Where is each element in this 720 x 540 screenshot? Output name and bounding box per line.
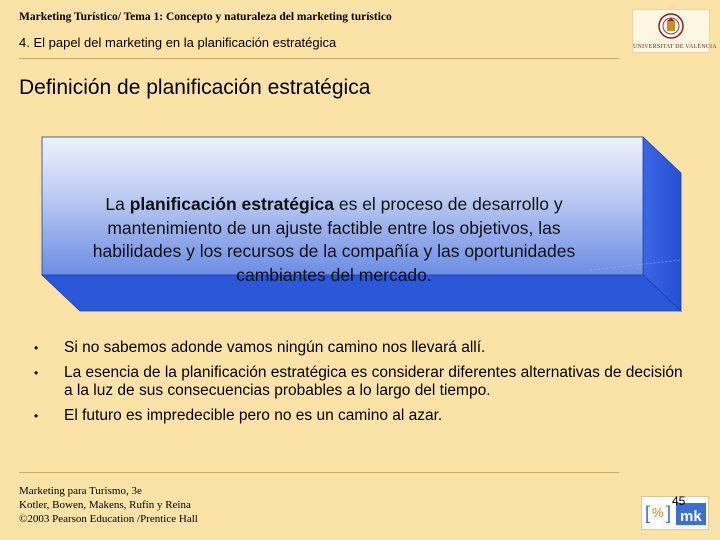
- list-item: [30, 407, 690, 426]
- header-subtitle: 4. El papel del marketing en la planificación estratégica: [19, 35, 337, 50]
- publisher-logo-text: mk: [680, 508, 702, 525]
- footer-book: Marketing para Turismo, 3e: [19, 485, 142, 497]
- header-title: Marketing Turístico/ Tema 1: Concepto y naturaleza del marketing turístico: [19, 11, 392, 23]
- bullet-list: [30, 339, 690, 431]
- slide-title: Definición de planificación estratégica: [19, 76, 371, 99]
- definition-term: planificación estratégica: [129, 194, 334, 214]
- svg-text:]: ]: [666, 503, 672, 523]
- definition-text-rest: es el proceso de desarrollo y mantenimiento de un ajuste factible entre los objetivos, las habilidades y los recursos de la compañía y las oportunidades cambiantes del mercado.: [92, 194, 576, 285]
- definition-text: [82, 193, 586, 287]
- bullet-text: Si no sabemos adonde vamos ningún camino nos llevará allí.: [64, 339, 486, 356]
- bullet-text: El futuro es impredecible pero no es un camino al azar.: [64, 406, 443, 424]
- page-number: 45: [672, 494, 686, 508]
- list-item: [30, 364, 690, 401]
- bullet-icon: •: [34, 341, 39, 355]
- svg-text:%: %: [652, 505, 664, 520]
- footer-authors: Kotler, Bowen, Makens, Rufín y Reina: [19, 499, 191, 511]
- bullet-text: La esencia de la planificación estratégica es considerar diferentes alternativas de decisión a la luz de sus consecuencias probables a lo largo del tiempo.: [64, 363, 683, 399]
- footer-divider: [19, 472, 619, 473]
- footer-credits: [19, 484, 198, 526]
- bullet-icon: •: [34, 408, 39, 423]
- svg-text:[: [: [645, 503, 651, 523]
- university-logo-text: UNIVERSITAT DE VALÈNCIA: [633, 44, 717, 50]
- list-item: [30, 339, 690, 358]
- footer-copyright: ©2003 Pearson Education /Prentice Hall: [19, 513, 198, 525]
- bullet-icon: •: [34, 365, 39, 380]
- definition-text-start: La: [105, 194, 130, 214]
